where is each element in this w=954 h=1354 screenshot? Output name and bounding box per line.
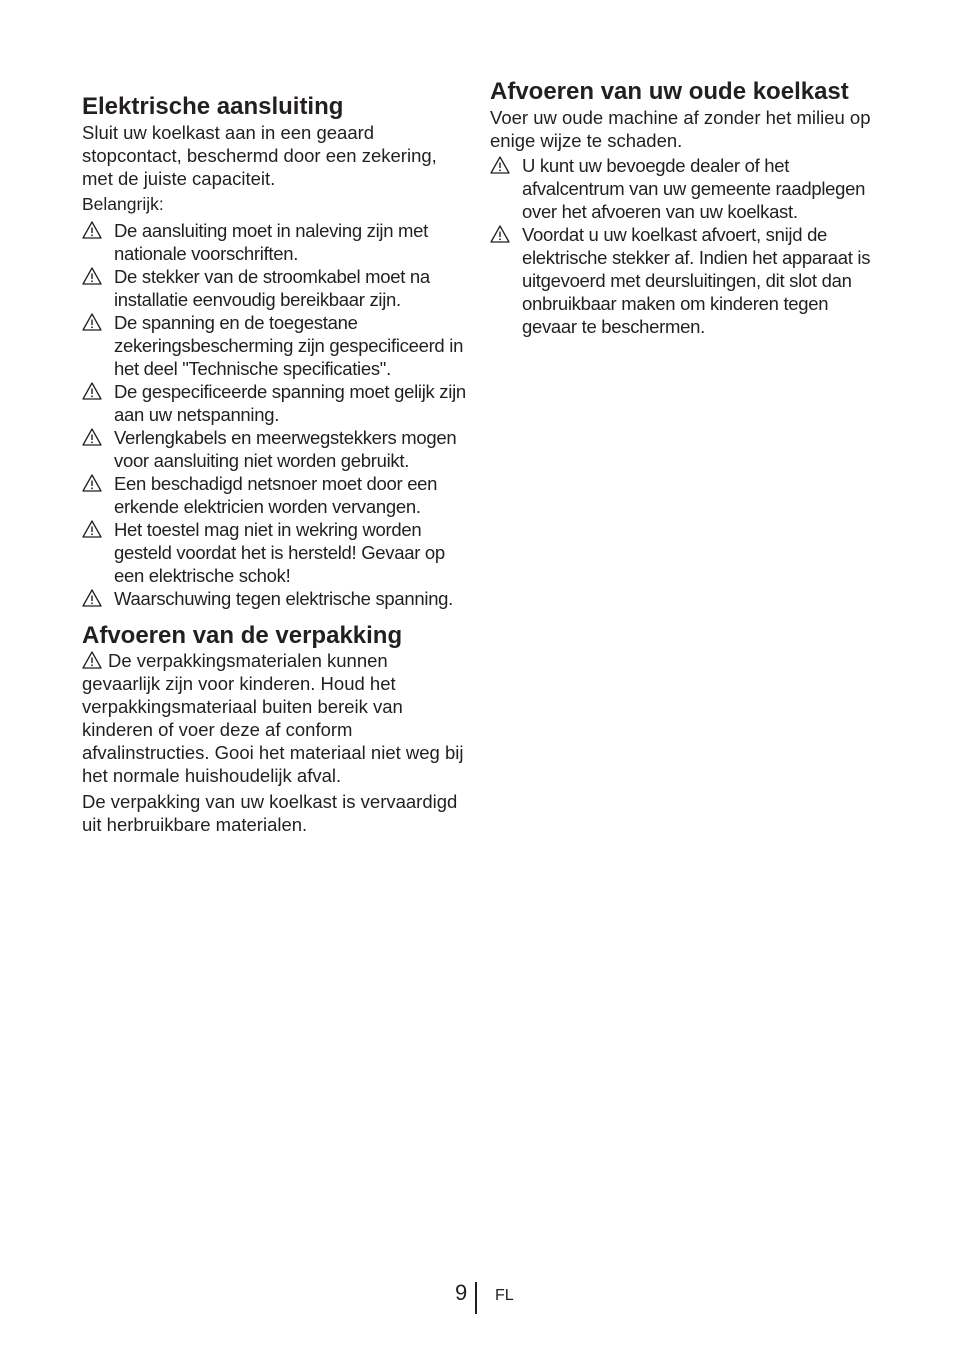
warning-triangle-icon xyxy=(82,428,102,446)
heading-electrical: Elektrische aansluiting xyxy=(82,93,344,120)
electrical-intro: Sluit uw koelkast aan in een geaard stopcontact, beschermd door een zekering, met de juiste capaciteit. xyxy=(82,122,437,189)
warning-text: U kunt uw bevoegde dealer of het afvalcentrum van uw gemeente raadplegen over het afvoeren van uw koelkast. xyxy=(522,155,866,222)
heading-packaging: Afvoeren van de verpakking xyxy=(82,622,403,649)
warning-text: De spanning en de toegestane zekeringsbescherming zijn gespecificeerd in het deel "Technische specificaties". xyxy=(114,312,464,379)
warning-text: Voordat u uw koelkast afvoert, snijd de elektrische stekker af. Indien het apparaat is uitgevoerd met deursluitingen, dit slot dan onbruikbaar maken om kinderen tegen gevaar te beschermen. xyxy=(522,224,871,337)
warning-item xyxy=(82,472,467,518)
warning-text: Verlengkabels en meerwegstekkers mogen voor aansluiting niet worden gebruikt. xyxy=(114,427,457,471)
warning-triangle-icon xyxy=(490,225,510,243)
warning-triangle-icon xyxy=(82,520,102,538)
page-number: 9 xyxy=(455,1280,468,1305)
warning-item xyxy=(490,154,875,223)
footer-divider xyxy=(475,1282,477,1314)
warning-item xyxy=(82,587,467,610)
warning-triangle-icon xyxy=(82,651,102,669)
important-label: Belangrijk: xyxy=(82,194,164,214)
warning-text: De stekker van de stroomkabel moet na installatie eenvoudig bereikbaar zijn. xyxy=(114,266,430,310)
language-code: FL xyxy=(495,1287,514,1304)
warning-triangle-icon xyxy=(82,382,102,400)
warning-text: Waarschuwing tegen elektrische spanning. xyxy=(114,588,454,609)
packaging-warning xyxy=(82,649,467,787)
warning-item xyxy=(82,219,467,265)
warning-item xyxy=(82,518,467,587)
warning-item xyxy=(82,265,467,311)
old-fridge-warning-list xyxy=(490,154,875,338)
warning-item xyxy=(490,223,875,338)
warning-triangle-icon xyxy=(82,589,102,607)
warning-text: Een beschadigd netsnoer moet door een erkende elektricien worden vervangen. xyxy=(114,473,438,517)
warning-item xyxy=(82,311,467,380)
warning-text: De gespecificeerde spanning moet gelijk zijn aan uw netspanning. xyxy=(114,381,466,425)
warning-triangle-icon xyxy=(490,156,510,174)
warning-item xyxy=(82,426,467,472)
warning-triangle-icon xyxy=(82,313,102,331)
warning-text: De aansluiting moet in naleving zijn met nationale voorschriften. xyxy=(114,220,428,264)
warning-item xyxy=(82,380,467,426)
warning-text: Het toestel mag niet in wekring worden gesteld voordat het is hersteld! Gevaar op een elektrische schok! xyxy=(114,519,445,586)
left-column xyxy=(82,0,467,836)
warning-triangle-icon xyxy=(82,474,102,492)
right-column xyxy=(490,0,875,338)
warning-triangle-icon xyxy=(82,221,102,239)
old-fridge-intro: Voer uw oude machine af zonder het milieu op enige wijze te schaden. xyxy=(490,107,871,151)
warning-triangle-icon xyxy=(82,267,102,285)
electrical-warning-list xyxy=(82,219,467,610)
packaging-warning-text: De verpakkingsmaterialen kunnen gevaarlijk zijn voor kinderen. Houd het verpakkingsmateriaal buiten bereik van kinderen of voer deze af conform afvalinstructies. Gooi het materiaal niet weg bij het normale huishoudelijk afval. xyxy=(82,650,464,786)
packaging-note: De verpakking van uw koelkast is vervaardigd uit herbruikbare materialen. xyxy=(82,791,458,835)
heading-old-fridge: Afvoeren van uw oude koelkast xyxy=(490,78,849,105)
